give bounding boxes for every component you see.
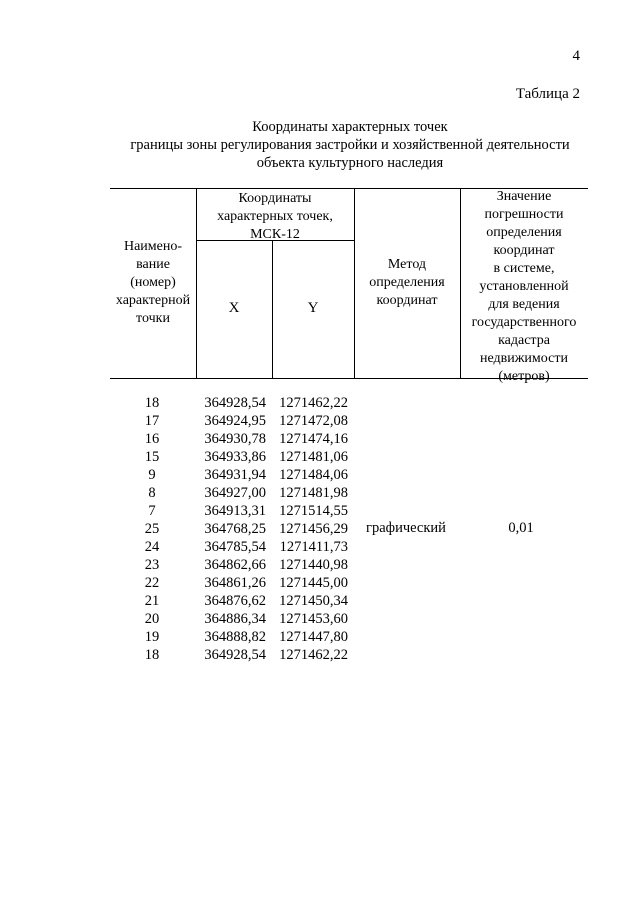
header-line: Значение xyxy=(496,189,552,204)
table-row xyxy=(110,394,348,412)
header-line: точки xyxy=(136,311,170,326)
table-row xyxy=(110,574,348,592)
table-row xyxy=(110,610,348,628)
title-line: объекта культурного наследия xyxy=(256,155,444,171)
x-value: 364924,95 xyxy=(204,413,266,429)
table-label: Таблица 2 xyxy=(515,86,580,102)
table-row xyxy=(110,484,348,502)
coordinates-table xyxy=(110,394,348,664)
header-line: (номер) xyxy=(130,275,176,290)
x-value: 364928,54 xyxy=(204,647,266,663)
y-value: 1271481,98 xyxy=(279,485,348,501)
table-row xyxy=(110,628,348,646)
x-value: 364913,31 xyxy=(204,503,266,519)
header-line: установленной xyxy=(479,279,569,294)
y-value: 1271447,80 xyxy=(279,629,348,645)
header-line: характерных точек, xyxy=(217,209,333,224)
point-name: 19 xyxy=(144,629,160,645)
point-name: 24 xyxy=(144,539,160,555)
y-value: 1271484,06 xyxy=(279,467,348,483)
y-value: 1271450,34 xyxy=(279,593,348,609)
header-line: вание xyxy=(136,257,170,272)
title-line: Координаты характерных точек xyxy=(252,119,448,135)
table-row xyxy=(110,646,348,664)
point-name: 25 xyxy=(144,521,160,537)
point-name: 20 xyxy=(144,611,160,627)
header-method xyxy=(354,256,460,310)
header-point-name xyxy=(110,238,196,328)
accuracy-value: 0,01 xyxy=(508,520,534,536)
table-row xyxy=(110,448,348,466)
x-value: 364886,34 xyxy=(204,611,266,627)
header-x: X xyxy=(228,300,240,316)
header-y: Y xyxy=(307,300,319,316)
header-line: недвижимости xyxy=(480,351,568,366)
y-value: 1271440,98 xyxy=(279,557,348,573)
header-line: МСК-12 xyxy=(250,227,300,242)
x-value: 364876,62 xyxy=(204,593,266,609)
table-row xyxy=(110,430,348,448)
x-value: 364862,66 xyxy=(204,557,266,573)
header-line: Метод xyxy=(387,257,427,272)
x-value: 364933,86 xyxy=(204,449,266,465)
table-row xyxy=(110,592,348,610)
y-value: 1271472,08 xyxy=(279,413,348,429)
header-line: погрешности xyxy=(484,207,564,222)
header-line: координат xyxy=(376,293,438,308)
point-name: 23 xyxy=(144,557,160,573)
table-row xyxy=(110,538,348,556)
header-line: для ведения xyxy=(488,297,560,312)
point-name: 9 xyxy=(148,467,156,483)
point-name: 16 xyxy=(144,431,160,447)
x-value: 364861,26 xyxy=(204,575,266,591)
header-line: определения xyxy=(486,225,562,240)
x-value: 364888,82 xyxy=(204,629,266,645)
x-value: 364785,54 xyxy=(204,539,266,555)
header-line: Координаты xyxy=(238,191,312,206)
x-value: 364930,78 xyxy=(204,431,266,447)
table-row xyxy=(110,556,348,574)
point-name: 17 xyxy=(144,413,160,429)
table-row xyxy=(110,502,348,520)
method-value: графический xyxy=(366,520,446,536)
y-value: 1271481,06 xyxy=(279,449,348,465)
x-value: 364927,00 xyxy=(204,485,266,501)
header-accuracy xyxy=(460,188,588,386)
header-line: характерной xyxy=(115,293,191,308)
y-value: 1271411,73 xyxy=(279,539,348,555)
header-line: кадастра xyxy=(498,333,550,348)
y-value: 1271514,55 xyxy=(279,503,348,519)
point-name: 18 xyxy=(144,647,160,663)
x-value: 364928,54 xyxy=(204,395,266,411)
header-coordinates xyxy=(196,190,354,244)
header-line: в системе, xyxy=(493,261,555,276)
page-number: 4 xyxy=(572,48,580,64)
point-name: 21 xyxy=(144,593,160,609)
y-value: 1271453,60 xyxy=(279,611,348,627)
header-line: координат xyxy=(493,243,555,258)
point-name: 18 xyxy=(144,395,160,411)
x-value: 364931,94 xyxy=(204,467,266,483)
header-line: (метров) xyxy=(498,369,550,384)
point-name: 8 xyxy=(148,485,156,501)
point-name: 22 xyxy=(144,575,160,591)
point-name: 15 xyxy=(144,449,160,465)
y-value: 1271462,22 xyxy=(279,647,348,663)
table-title xyxy=(60,118,640,172)
table-row xyxy=(110,466,348,484)
header-line: определения xyxy=(369,275,445,290)
y-value: 1271474,16 xyxy=(279,431,348,447)
y-value: 1271462,22 xyxy=(279,395,348,411)
y-value: 1271456,29 xyxy=(279,521,348,537)
point-name: 7 xyxy=(148,503,156,519)
header-line: государственного xyxy=(471,315,577,330)
y-value: 1271445,00 xyxy=(279,575,348,591)
header-line: Наимено- xyxy=(123,239,183,254)
x-value: 364768,25 xyxy=(204,521,266,537)
table-row xyxy=(110,412,348,430)
title-line: границы зоны регулирования застройки и хозяйственной деятельности xyxy=(130,137,570,153)
table-row xyxy=(110,520,348,538)
